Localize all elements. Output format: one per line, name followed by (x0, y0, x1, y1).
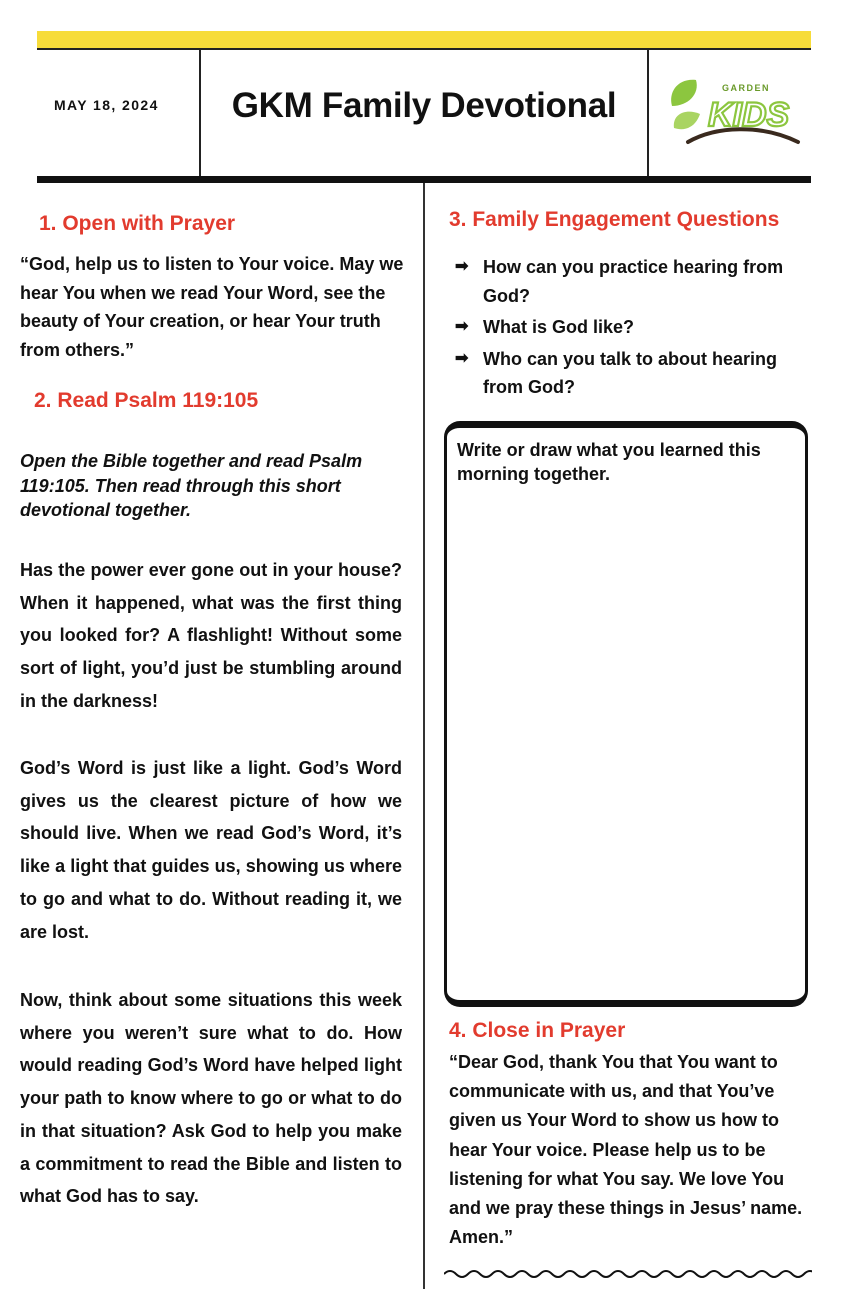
devotional-date: MAY 18, 2024 (54, 97, 159, 113)
arrow-bullet-icon: ➡ (455, 318, 469, 335)
devotional-paragraph: Now, think about some situations this week where you weren’t sure what to do. How would reading God’s Word have helped light your path to know where to go or what to do in that situation? Ask God to help you make a commitment to read the Bible and listen to what God has to say. (20, 990, 402, 1207)
header-yellow-bar (37, 31, 811, 48)
opening-prayer-text: “God, help us to listen to Your voice. May we hear You when we read Your Word, see the beauty of Your creation, or hear Your truth from others.” (20, 254, 404, 361)
question-text: What is God like? (483, 317, 635, 337)
column-divider (423, 183, 425, 1289)
logo-main-text: KIDS (708, 96, 790, 134)
reading-instructions: Open the Bible together and read Psalm 119:105. Then read through this short devotional together. (20, 451, 363, 520)
devotional-paragraph: Has the power ever gone out in your house? When it happened, what was the first thing you looked for? A flashlight! Without some sort of light, you’d just be stumbling around in the darkness! (20, 560, 402, 711)
questions-list (455, 253, 815, 405)
header-divider (647, 49, 649, 176)
arrow-bullet-icon: ➡ (455, 349, 469, 367)
question-text: How can you practice hearing from God? (483, 257, 784, 306)
arrow-bullet-icon: ➡ (455, 258, 469, 275)
question-text: Who can you talk to about hearing from God? (483, 348, 778, 397)
section-heading-engagement-questions: 3. Family Engagement Questions (449, 208, 780, 231)
write-box-prompt: Write or draw what you learned this morning together. (457, 440, 761, 484)
question-item (455, 345, 815, 402)
question-item (455, 253, 815, 310)
page-title: GKM Family Devotional (231, 86, 617, 125)
section-heading-read-psalm: 2. Read Psalm 119:105 (34, 389, 259, 412)
section-heading-open-prayer: 1. Open with Prayer (39, 212, 236, 235)
logo-top-text: GARDEN (722, 83, 771, 93)
section-heading-close-prayer: 4. Close in Prayer (449, 1019, 626, 1042)
devotional-paragraph: God’s Word is just like a light. God’s Word gives us the clearest picture of how we should live. When we read God’s Word, it’s like a light that guides us, showing us where to go and what to do. Without reading it, we are lost. (20, 758, 402, 942)
header-top-rule (37, 48, 811, 50)
closing-prayer-text: “Dear God, thank You that You want to communicate with us, and that You’ve given us Your Word to show us how to hear Your voice. Please help us to be listening for what You say. We love You and we pray these things in Jesus’ name. Amen.” (449, 1052, 803, 1248)
leaf-icon (674, 112, 700, 130)
write-draw-box[interactable] (444, 421, 808, 1007)
wavy-divider (444, 1266, 812, 1282)
garden-kids-logo (666, 64, 806, 154)
header-bottom-rule (37, 176, 811, 183)
leaf-icon (671, 80, 697, 106)
question-item (455, 313, 815, 342)
